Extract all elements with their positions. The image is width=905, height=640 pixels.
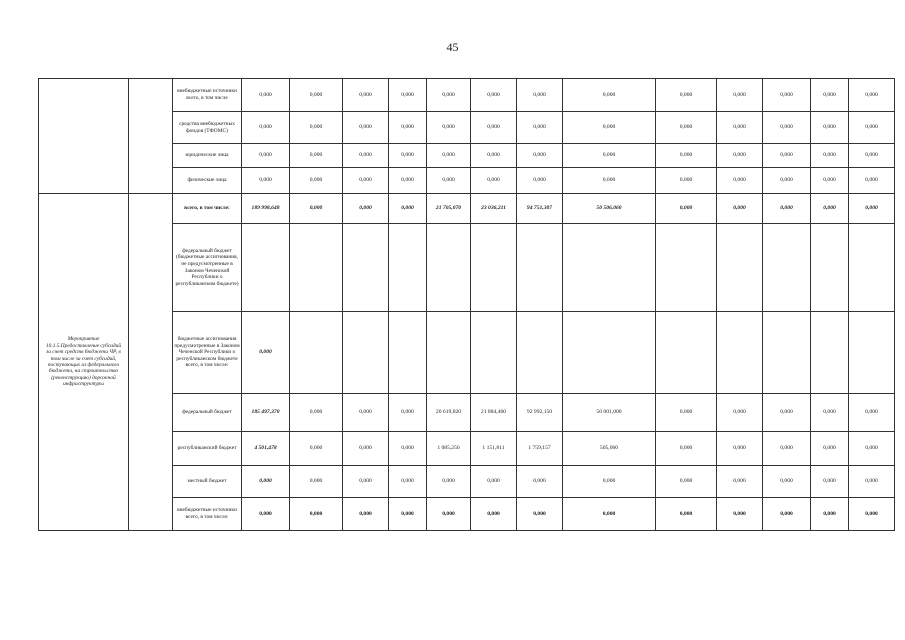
value-cell: 0,000: [717, 79, 763, 112]
value-cell: [656, 224, 717, 312]
funding-source-cell: юридические лица: [173, 144, 242, 168]
value-cell: [763, 312, 811, 394]
value-cell: 0,000: [656, 432, 717, 466]
table-row: [39, 79, 895, 112]
value-cell: [471, 312, 517, 394]
value-cell: 0,000: [811, 79, 849, 112]
value-cell: 0,000: [242, 466, 290, 498]
value-cell: 0,000: [389, 168, 427, 194]
value-cell: 0,000: [849, 168, 895, 194]
funding-source-cell: физические лица: [173, 168, 242, 194]
value-cell: 0,000: [343, 466, 389, 498]
measure-description-cell: Мероприятие 10.1.5.Предоставление субсидий за счет средств бюджета ЧР, в том числе за счет субсидий, поступающих из федерального бюджета, на строительство (реконструкцию) дорожной инфраструктуры: [39, 194, 129, 531]
value-cell: 0,000: [656, 466, 717, 498]
value-cell: 0,000: [811, 194, 849, 224]
funding-source-cell: республиканский бюджет: [173, 432, 242, 466]
value-cell: 0,000: [763, 168, 811, 194]
value-cell: 0,000: [471, 466, 517, 498]
value-cell: 0,000: [849, 112, 895, 144]
value-cell: 0,000: [290, 466, 343, 498]
value-cell: 0,000: [290, 432, 343, 466]
value-cell: 0,000: [563, 498, 656, 531]
value-cell: 0,000: [389, 194, 427, 224]
value-cell: 0,000: [290, 144, 343, 168]
value-cell: 0,000: [242, 312, 290, 394]
value-cell: 50 506,060: [563, 194, 656, 224]
value-cell: 0,000: [242, 168, 290, 194]
value-cell: 0,000: [717, 394, 763, 432]
value-cell: 0,000: [811, 394, 849, 432]
value-cell: 0,000: [717, 194, 763, 224]
value-cell: 0,000: [389, 498, 427, 531]
value-cell: [427, 312, 471, 394]
value-cell: 0,000: [656, 144, 717, 168]
value-cell: 0,000: [717, 168, 763, 194]
value-cell: 0,000: [471, 112, 517, 144]
value-cell: 0,000: [763, 112, 811, 144]
value-cell: 0,000: [290, 498, 343, 531]
value-cell: 0,000: [811, 432, 849, 466]
empty-cell: [129, 79, 173, 194]
value-cell: 1 759,157: [517, 432, 563, 466]
funding-source-cell: бюджетные ассигнования предусмотренные в Законом Чеченской Республики о республиканском бюджете всего, в том числе:: [173, 312, 242, 394]
value-cell: 0,000: [343, 112, 389, 144]
value-cell: 92 992,150: [517, 394, 563, 432]
value-cell: 0,000: [811, 112, 849, 144]
page-number: 45: [446, 40, 459, 54]
value-cell: [717, 312, 763, 394]
value-cell: 0,000: [849, 144, 895, 168]
value-cell: 0,000: [517, 466, 563, 498]
value-cell: 0,000: [427, 168, 471, 194]
value-cell: 0,000: [290, 168, 343, 194]
value-cell: 0,000: [811, 168, 849, 194]
value-cell: 0,000: [343, 194, 389, 224]
value-cell: 0,000: [763, 394, 811, 432]
value-cell: 0,000: [517, 112, 563, 144]
value-cell: 0,000: [517, 168, 563, 194]
value-cell: 0,000: [343, 79, 389, 112]
value-cell: 0,000: [427, 466, 471, 498]
value-cell: 0,000: [290, 79, 343, 112]
value-cell: [763, 224, 811, 312]
value-cell: [563, 224, 656, 312]
value-cell: 0,000: [763, 79, 811, 112]
value-cell: [717, 224, 763, 312]
value-cell: 0,000: [563, 112, 656, 144]
value-cell: 0,000: [656, 112, 717, 144]
value-cell: 20 619,820: [427, 394, 471, 432]
value-cell: 0,000: [427, 498, 471, 531]
value-cell: 0,000: [849, 394, 895, 432]
value-cell: [343, 312, 389, 394]
value-cell: 50 001,000: [563, 394, 656, 432]
value-cell: 0,000: [849, 194, 895, 224]
value-cell: 0,000: [763, 498, 811, 531]
value-cell: [427, 224, 471, 312]
value-cell: 0,000: [389, 432, 427, 466]
description-cell: [39, 79, 129, 194]
value-cell: 0,000: [427, 144, 471, 168]
value-cell: 0,000: [811, 466, 849, 498]
value-cell: 0,000: [242, 144, 290, 168]
value-cell: 0,000: [656, 394, 717, 432]
value-cell: [343, 224, 389, 312]
value-cell: 0,000: [471, 498, 517, 531]
value-cell: 0,000: [389, 394, 427, 432]
value-cell: 0,000: [389, 112, 427, 144]
table-row: [39, 194, 895, 224]
value-cell: 0,000: [389, 144, 427, 168]
value-cell: [471, 224, 517, 312]
value-cell: 0,000: [343, 432, 389, 466]
value-cell: 1 085,250: [427, 432, 471, 466]
value-cell: 1 151,811: [471, 432, 517, 466]
value-cell: [811, 312, 849, 394]
value-cell: 0,000: [343, 144, 389, 168]
value-cell: 0,000: [290, 394, 343, 432]
value-cell: 0,000: [717, 466, 763, 498]
value-cell: 0,000: [763, 466, 811, 498]
value-cell: 0,000: [517, 144, 563, 168]
value-cell: [563, 312, 656, 394]
value-cell: 0,000: [849, 79, 895, 112]
value-cell: 0,000: [656, 194, 717, 224]
empty-cell: [129, 194, 173, 531]
value-cell: 0,000: [290, 112, 343, 144]
value-cell: [849, 224, 895, 312]
value-cell: 0,000: [717, 498, 763, 531]
funding-source-cell: всего, в том числе:: [173, 194, 242, 224]
value-cell: 0,000: [849, 498, 895, 531]
budget-table: [38, 78, 895, 531]
funding-source-cell: средства внебюджетных фондов (ТФОМС): [173, 112, 242, 144]
value-cell: 0,000: [563, 168, 656, 194]
value-cell: 0,000: [343, 168, 389, 194]
value-cell: 0,000: [563, 466, 656, 498]
value-cell: 0,000: [343, 498, 389, 531]
value-cell: 23 036,211: [471, 194, 517, 224]
value-cell: [290, 312, 343, 394]
value-cell: 505,060: [563, 432, 656, 466]
value-cell: 0,000: [242, 112, 290, 144]
funding-source-cell: федеральный бюджет (бюджетные ассигнования, не предусмотренные в Законом Чеченской Республики о республиканском бюджете): [173, 224, 242, 312]
value-cell: 0,000: [656, 79, 717, 112]
value-cell: 0,000: [471, 144, 517, 168]
value-cell: 185 497,370: [242, 394, 290, 432]
value-cell: [811, 224, 849, 312]
funding-source-cell: внебюджетные источники всего, в том числе:: [173, 498, 242, 531]
value-cell: [389, 224, 427, 312]
funding-source-cell: местный бюджет: [173, 466, 242, 498]
funding-source-cell: федеральный бюджет: [173, 394, 242, 432]
value-cell: 0,000: [517, 79, 563, 112]
value-cell: 0,000: [471, 79, 517, 112]
value-cell: 0,000: [389, 79, 427, 112]
value-cell: 0,000: [717, 432, 763, 466]
value-cell: 0,000: [290, 194, 343, 224]
value-cell: 0,000: [763, 144, 811, 168]
value-cell: 21 705,070: [427, 194, 471, 224]
value-cell: [656, 312, 717, 394]
value-cell: [849, 312, 895, 394]
value-cell: 0,000: [656, 498, 717, 531]
value-cell: 4 501,478: [242, 432, 290, 466]
value-cell: 0,000: [811, 144, 849, 168]
value-cell: [517, 312, 563, 394]
value-cell: [290, 224, 343, 312]
value-cell: 189 998,648: [242, 194, 290, 224]
value-cell: 0,000: [763, 432, 811, 466]
value-cell: 0,000: [849, 432, 895, 466]
value-cell: 0,000: [427, 112, 471, 144]
value-cell: 0,000: [471, 168, 517, 194]
value-cell: 0,000: [849, 466, 895, 498]
value-cell: 0,000: [717, 144, 763, 168]
value-cell: 0,000: [563, 144, 656, 168]
value-cell: 0,000: [763, 194, 811, 224]
value-cell: 0,000: [427, 79, 471, 112]
value-cell: [242, 224, 290, 312]
value-cell: 21 884,400: [471, 394, 517, 432]
funding-source-cell: внебюджетные источники всего, в том числе: [173, 79, 242, 112]
value-cell: 0,000: [517, 498, 563, 531]
value-cell: 0,000: [563, 79, 656, 112]
value-cell: 0,000: [242, 79, 290, 112]
value-cell: [389, 312, 427, 394]
value-cell: 0,000: [242, 498, 290, 531]
value-cell: 94 751,307: [517, 194, 563, 224]
value-cell: 0,000: [343, 394, 389, 432]
value-cell: 0,000: [656, 168, 717, 194]
value-cell: 0,000: [389, 466, 427, 498]
value-cell: 0,000: [717, 112, 763, 144]
value-cell: 0,000: [811, 498, 849, 531]
value-cell: [517, 224, 563, 312]
